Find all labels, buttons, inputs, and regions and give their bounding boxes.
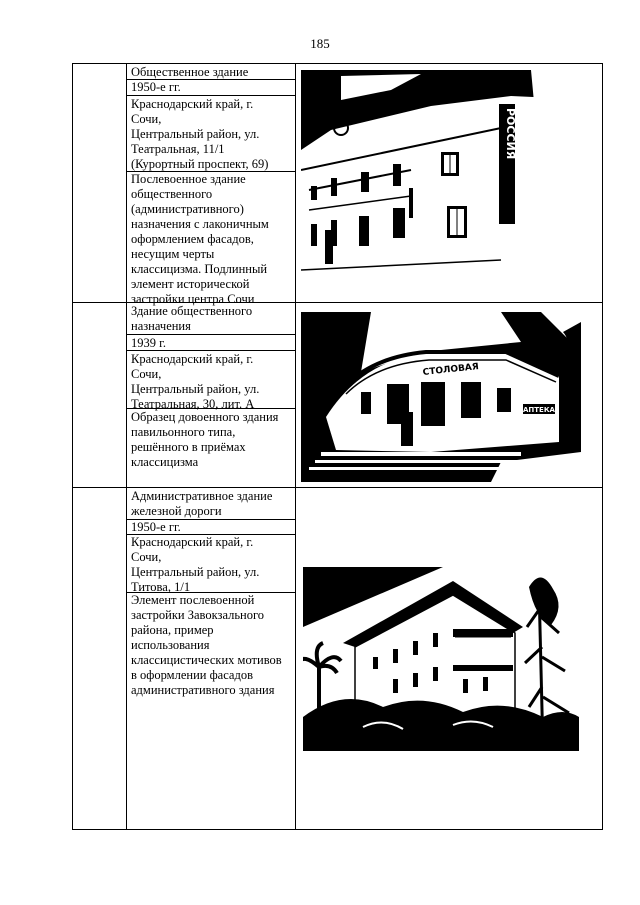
cell-divider bbox=[126, 350, 295, 351]
entry-2-sign-text: СТОЛОВАЯ bbox=[422, 362, 480, 378]
column-divider bbox=[295, 64, 296, 829]
entry-2-photo bbox=[301, 312, 581, 482]
entry-3-photo bbox=[303, 567, 579, 751]
entry-2-description: Образец довоенного здания павильонного типа, решённого в приёмах классицизма bbox=[131, 410, 279, 469]
entry-3-address: Краснодарский край, г. Сочи, Центральный район, ул. Титова, 1/1 bbox=[131, 535, 260, 594]
monuments-table bbox=[72, 63, 603, 830]
entry-1-date: 1950-е гг. bbox=[131, 80, 181, 94]
entry-3-description: Элемент послевоенной застройки Завокзального района, пример использования классицистических мотивов в оформлении фасадов административного здания bbox=[131, 593, 282, 697]
entry-1-photo bbox=[301, 70, 599, 285]
entry-2-address: Краснодарский край, г. Сочи, Центральный район, ул. Театральная, 30, лит. А bbox=[131, 352, 260, 411]
cell-divider bbox=[126, 408, 295, 409]
page-number: 185 bbox=[310, 36, 330, 51]
entry-2-date: 1939 г. bbox=[131, 336, 166, 350]
entry-1-description: Послевоенное здание общественного (административного) назначения с лаконичным оформлением фасадов, несущим черты классицизма. Подлинный элемент исторической застройки центра Сочи bbox=[131, 172, 269, 306]
entry-2-name: Здание общественного назначения bbox=[131, 304, 253, 333]
entry-2-sign-2-text: АПТЕКА bbox=[523, 406, 555, 414]
cell-divider bbox=[126, 95, 295, 96]
entry-1-name: Общественное здание bbox=[131, 65, 249, 79]
entry-3-date: 1950-е гг. bbox=[131, 520, 181, 534]
row-divider bbox=[73, 487, 602, 488]
entry-3-name: Административное здание железной дороги bbox=[131, 489, 273, 518]
cell-divider bbox=[126, 334, 295, 335]
entry-1-address: Краснодарский край, г. Сочи, Центральный район, ул. Театральная, 11/1 (Курортный проспект, 69) bbox=[131, 97, 269, 171]
entry-1-sign-text: РОССИЯ bbox=[504, 108, 517, 160]
